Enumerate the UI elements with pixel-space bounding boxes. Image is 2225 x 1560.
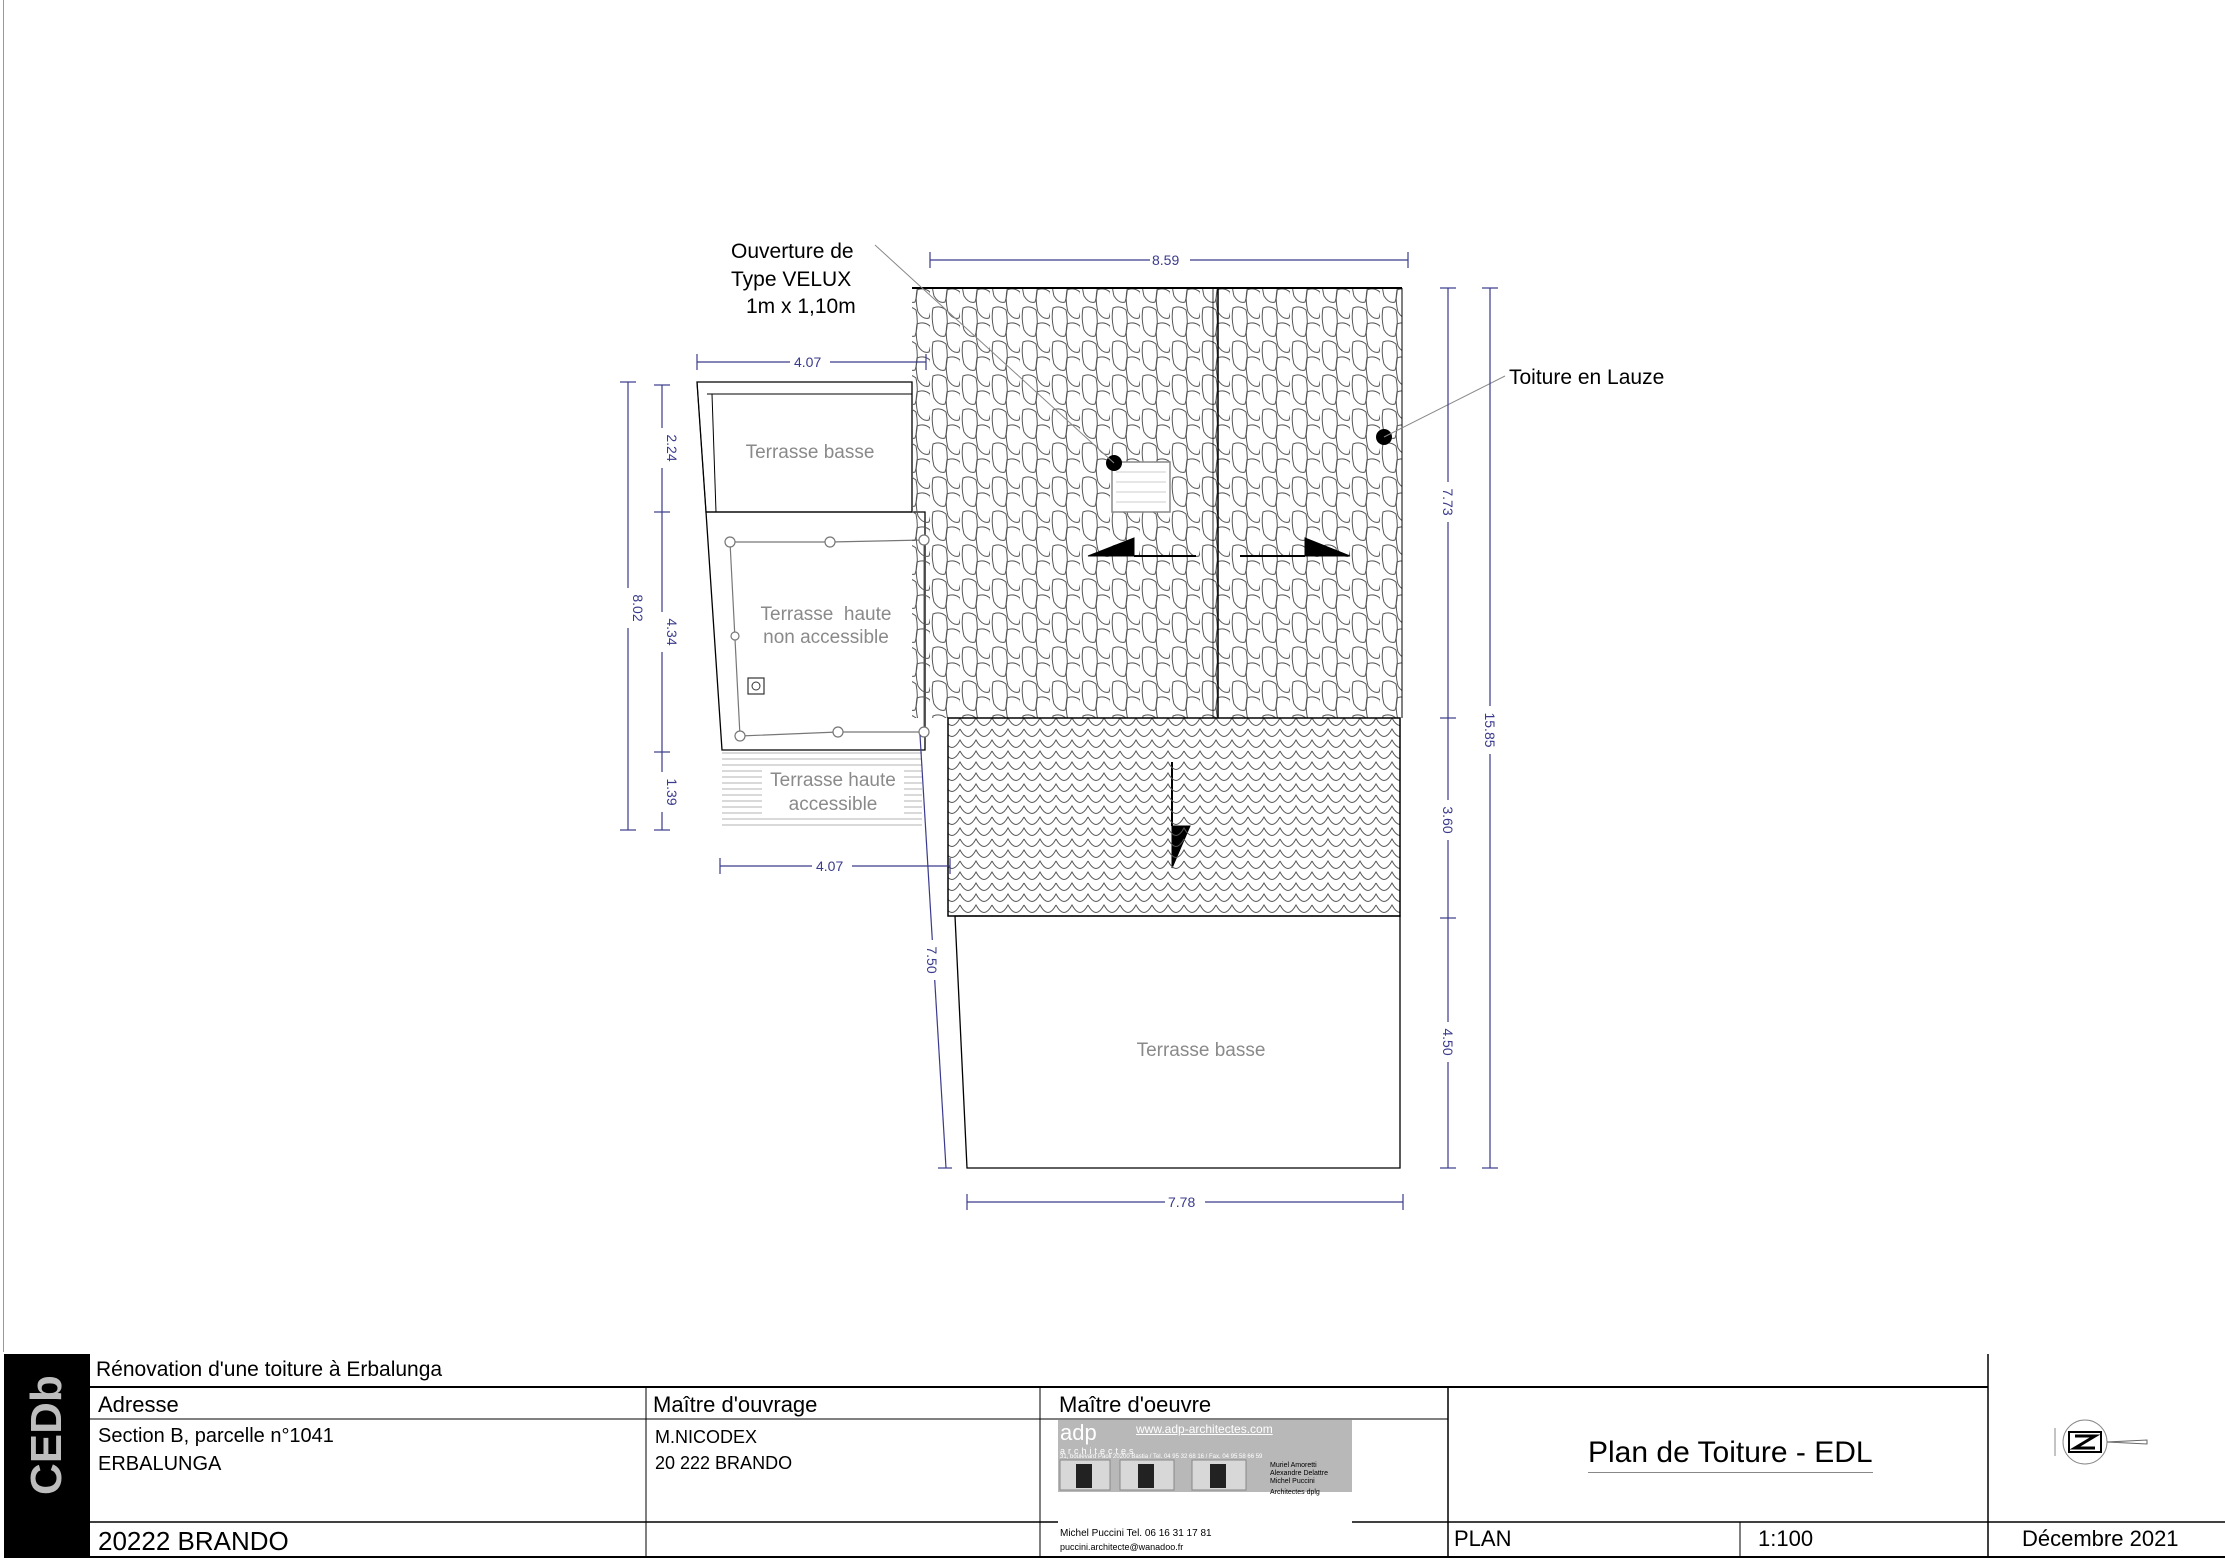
callout-velux-line1: Ouverture de xyxy=(731,240,854,263)
architect-name-4: Architectes dplg xyxy=(1270,1489,1320,1496)
velux-window xyxy=(1112,462,1170,512)
address-line1: Section B, parcelle n°1041 xyxy=(98,1425,334,1447)
architect-sub: architectes xyxy=(1060,1446,1137,1456)
label-terrasse-basse-bottom: Terrasse basse xyxy=(1136,1040,1266,1061)
dim-right-seg2: 3.60 xyxy=(1440,806,1456,834)
drawing-title: Plan de Toiture - EDL xyxy=(1588,1436,1873,1473)
dim-left-total: 8.02 xyxy=(630,594,646,622)
architect-contact: Michel Puccini Tel. 06 16 31 17 81 xyxy=(1060,1528,1212,1539)
callout-lauze: Toiture en Lauze xyxy=(1509,366,1665,389)
dim-left-seg2: 4.34 xyxy=(664,618,680,646)
owner-line2: 20 222 BRANDO xyxy=(655,1453,793,1473)
architect-logo: adp xyxy=(1060,1420,1097,1445)
address-line2: ERBALUNGA xyxy=(98,1453,222,1475)
drain-box xyxy=(748,678,764,694)
drawing-date: Décembre 2021 xyxy=(2022,1526,2179,1551)
dim-left-width-bottom: 4.07 xyxy=(816,858,844,874)
label-terrasse-haute-acc-1: Terrasse haute xyxy=(770,770,896,791)
dim-bottom-width: 7.78 xyxy=(1168,1194,1196,1210)
callout-velux-line3: 1m x 1,10m xyxy=(746,295,856,318)
dim-right-total: 15.85 xyxy=(1482,712,1498,748)
architect-address: 31, boulevard Paoli 20200 Bastia / Tel. 04 95 32 68 16 / Fax. 04 95 58 66 59 xyxy=(1060,1454,1263,1460)
dim-top-width: 8.59 xyxy=(1152,252,1180,268)
postcode: 20222 BRANDO xyxy=(98,1526,289,1556)
owner-header: Maître d'ouvrage xyxy=(653,1392,818,1417)
architect-header: Maître d'oeuvre xyxy=(1059,1392,1212,1417)
side-logo: CEDb xyxy=(22,1375,71,1495)
architect-name-3: Michel Puccini xyxy=(1270,1478,1315,1485)
label-terrasse-haute-na-1: Terrasse haute xyxy=(760,604,892,625)
label-terrasse-haute-acc-2: accessible xyxy=(788,794,878,815)
dim-left-seg3: 1.39 xyxy=(664,778,680,806)
callout-velux-line2: Type VELUX xyxy=(731,268,852,291)
dim-right-seg3: 4.50 xyxy=(1440,1028,1456,1056)
terrasse-basse-inner-edge xyxy=(712,394,716,512)
dim-right-seg1: 7.73 xyxy=(1440,488,1456,516)
terrasse-basse-edge xyxy=(697,382,706,512)
dim-diag: 7.50 xyxy=(924,946,940,974)
north-arrow-icon xyxy=(2055,1420,2147,1464)
project-title: Rénovation d'une toiture à Erbalunga xyxy=(96,1358,443,1381)
drain-icon xyxy=(752,682,760,690)
architect-url: www.adp-architectes.com xyxy=(1136,1422,1273,1436)
architect-name-1: Muriel Amoretti xyxy=(1270,1462,1317,1469)
drawing-type: PLAN xyxy=(1454,1526,1512,1551)
drawing-scale: 1:100 xyxy=(1758,1526,1814,1551)
dim-left-seg1: 2.24 xyxy=(664,434,680,462)
label-terrasse-basse-top: Terrasse basse xyxy=(745,442,875,463)
architect-email: puccini.architecte@wanadoo.fr xyxy=(1060,1542,1184,1552)
address-header: Adresse xyxy=(98,1392,179,1417)
title-block xyxy=(0,1352,2225,1560)
owner-line1: M.NICODEX xyxy=(655,1427,758,1447)
architect-name-2: Alexandre Delattre xyxy=(1270,1470,1328,1477)
dim-left-width-top: 4.07 xyxy=(794,354,822,370)
label-terrasse-haute-na-2: non accessible xyxy=(763,627,889,648)
toiture-tuile xyxy=(948,718,1400,916)
